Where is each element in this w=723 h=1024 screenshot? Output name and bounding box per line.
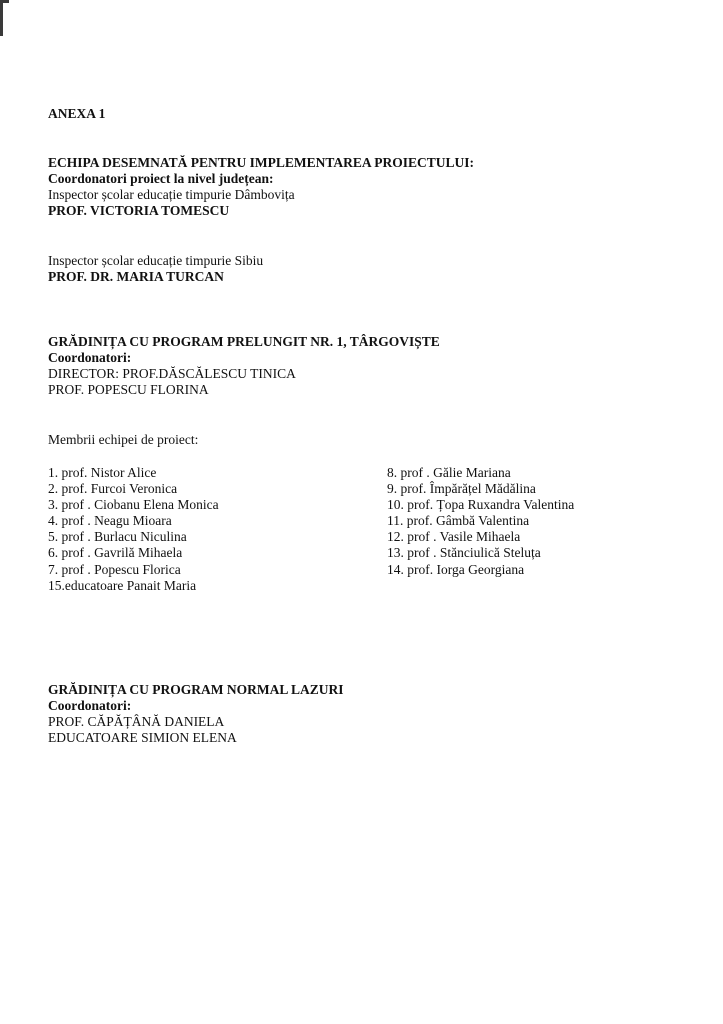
kindergarten2-coordinator: EDUCATOARE SIMION ELENA [48,730,237,745]
kindergarten1-coordinator: PROF. POPESCU FLORINA [48,382,209,397]
members-label: Membrii echipei de proiect: [48,432,199,447]
kindergarten2-coordinators-label: Coordonatori: [48,698,132,713]
member-item: 6. prof . Gavrilă Mihaela [48,545,183,560]
kindergarten1-coordinator: DIRECTOR: PROF.DĂSCĂLESCU TINICA [48,366,296,381]
inspector-dambovita-name: PROF. VICTORIA TOMESCU [48,203,230,218]
inspector-sibiu-name: PROF. DR. MARIA TURCAN [48,269,224,284]
member-item: 14. prof. Iorga Georgiana [387,562,525,577]
member-item: 7. prof . Popescu Florica [48,562,181,577]
team-heading: ECHIPA DESEMNATĂ PENTRU IMPLEMENTAREA PROIECTULUI: [48,155,475,170]
team-coordinators-label: Coordonatori proiect la nivel județean: [48,171,274,186]
inspector-sibiu-role: Inspector școlar educație timpurie Sibiu [48,253,264,268]
member-item: 3. prof . Ciobanu Elena Monica [48,497,219,512]
member-item: 5. prof . Burlacu Niculina [48,529,187,544]
scan-edge-mark [0,0,3,36]
kindergarten2-heading: GRĂDINIȚA CU PROGRAM NORMAL LAZURI [48,682,344,697]
inspector-dambovita-role: Inspector școlar educație timpurie Dâmbovița [48,187,295,202]
member-item: 10. prof. Țopa Ruxandra Valentina [387,497,575,512]
kindergarten2-coordinator: PROF. CĂPĂȚÂNĂ DANIELA [48,714,225,729]
member-item: 8. prof . Gălie Mariana [387,465,511,480]
member-item: 13. prof . Stănciulică Steluța [387,545,541,560]
member-item: 12. prof . Vasile Mihaela [387,529,521,544]
member-item: 9. prof. Împărățel Mădălina [387,481,536,496]
kindergarten1-coordinators-label: Coordonatori: [48,350,132,365]
member-item: 2. prof. Furcoi Veronica [48,481,178,496]
kindergarten1-heading: GRĂDINIȚA CU PROGRAM PRELUNGIT NR. 1, TÂRGOVIȘTE [48,334,440,349]
member-item: 1. prof. Nistor Alice [48,465,157,480]
member-item: 4. prof . Neagu Mioara [48,513,172,528]
member-item: 11. prof. Gâmbă Valentina [387,513,530,528]
member-item: 15.educatoare Panait Maria [48,578,197,593]
annex-title: ANEXA 1 [48,106,106,121]
